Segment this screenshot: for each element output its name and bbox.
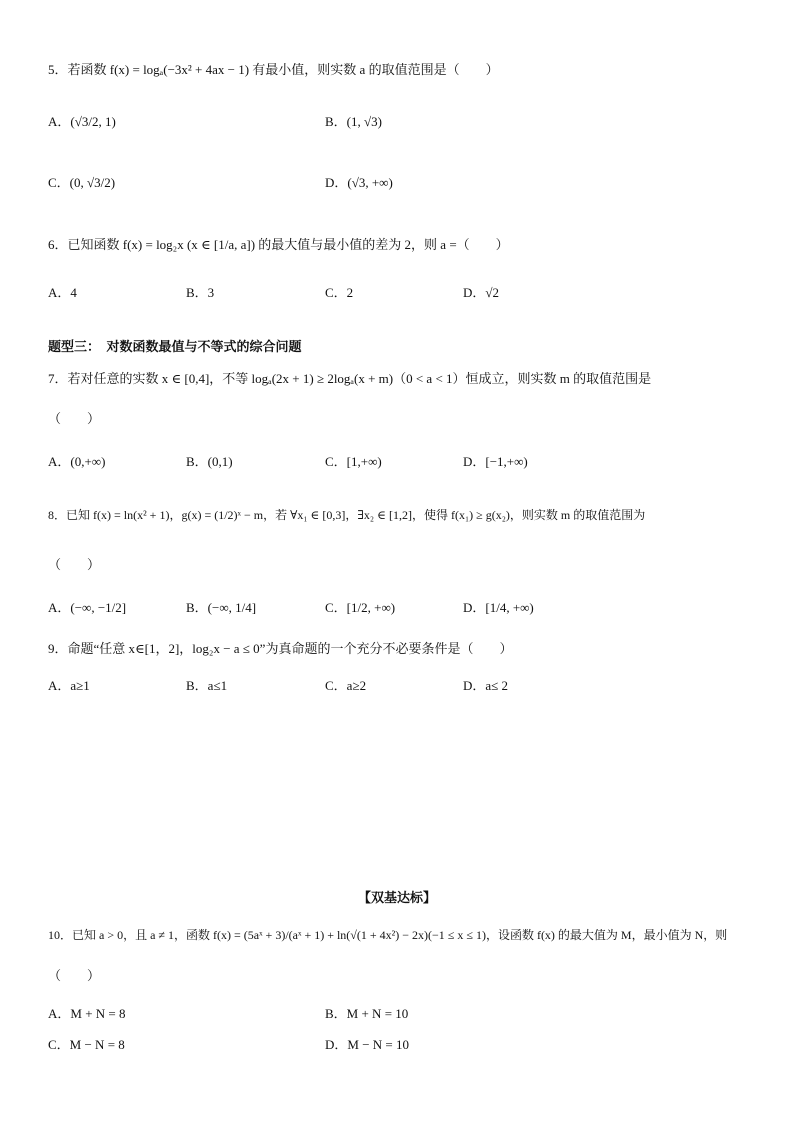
q7-option-b: B．(0,1) <box>186 454 233 469</box>
q7-answer-paren: （ ） <box>48 411 101 426</box>
q9-option-a: A．a≥1 <box>48 678 90 693</box>
q10-option-b: B．M + N = 10 <box>325 1006 409 1021</box>
q7-option-d: D．[−1,+∞) <box>463 454 528 469</box>
q10-option-d: D．M − N = 10 <box>325 1037 409 1052</box>
q8-option-d: D．[1/4, +∞) <box>463 600 534 615</box>
q8-option-a: A．(−∞, −1/2] <box>48 600 127 615</box>
q5-stem: 5．若函数 f(x) = logₐ(−3x² + 4ax − 1) 有最小值，则实数 a 的取值范围是（ ） <box>48 62 499 77</box>
q5-option-b: B．(1, √3) <box>325 114 382 129</box>
q10-option-c: C．M − N = 8 <box>48 1037 125 1052</box>
q5-option-c: C．(0, √3/2) <box>48 175 116 190</box>
section-heading: 题型三： 对数函数最值与不等式的综合问题 <box>48 340 302 355</box>
q9-option-c: C．a≥2 <box>325 678 367 693</box>
q8-option-b: B．(−∞, 1/4] <box>186 600 257 615</box>
q6-option-a: A．4 <box>48 285 77 300</box>
q5-option-d: D．(√3, +∞) <box>325 175 393 190</box>
section-heading-double-basics: 【双基达标】 <box>357 891 436 906</box>
q6-stem: 6．已知函数 f(x) = log₂x (x ∈ [1/a, a]) 的最大值与最小值的差为 2，则 a =（ ） <box>48 237 509 252</box>
q9-stem: 9．命题“任意 x∈[1，2]，log₂x − a ≤ 0”为真命题的一个充分不必要条件是（ ） <box>48 641 513 656</box>
q6-option-b: B．3 <box>186 285 215 300</box>
q6-option-c: C．2 <box>325 285 354 300</box>
q10-stem: 10．已知 a > 0，且 a ≠ 1，函数 f(x) = (5aˣ + 3)/(aˣ + 1) + ln(√(1 + 4x²) − 2x)(−1 ≤ x ≤ 1)，设函数 f(x) 的最大值为 M，最小值为 N，则 <box>48 928 728 942</box>
q9-option-b: B．a≤1 <box>186 678 228 693</box>
q5-option-a: A．(√3/2, 1) <box>48 114 116 129</box>
q7-stem: 7．若对任意的实数 x ∈ [0,4]，不等 logₐ(2x + 1) ≥ 2logₐ(x + m)（0 < a < 1）恒成立，则实数 m 的取值范围是 <box>48 371 652 386</box>
q7-option-c: C．[1,+∞) <box>325 454 382 469</box>
q10-answer-paren: （ ） <box>48 968 101 983</box>
q8-option-c: C．[1/2, +∞) <box>325 600 396 615</box>
q8-stem: 8．已知 f(x) = ln(x² + 1)，g(x) = (1/2)ˣ − m，若 ∀x₁ ∈ [0,3]，∃x₂ ∈ [1,2]，使得 f(x₁) ≥ g(x₂)，则实数 m 的取值范围为 <box>48 508 646 522</box>
q8-answer-paren: （ ） <box>48 557 101 572</box>
q9-option-d: D．a≤ 2 <box>463 678 509 693</box>
q6-option-d: D．√2 <box>463 285 500 300</box>
q7-option-a: A．(0,+∞) <box>48 454 106 469</box>
q10-option-a: A．M + N = 8 <box>48 1006 126 1021</box>
